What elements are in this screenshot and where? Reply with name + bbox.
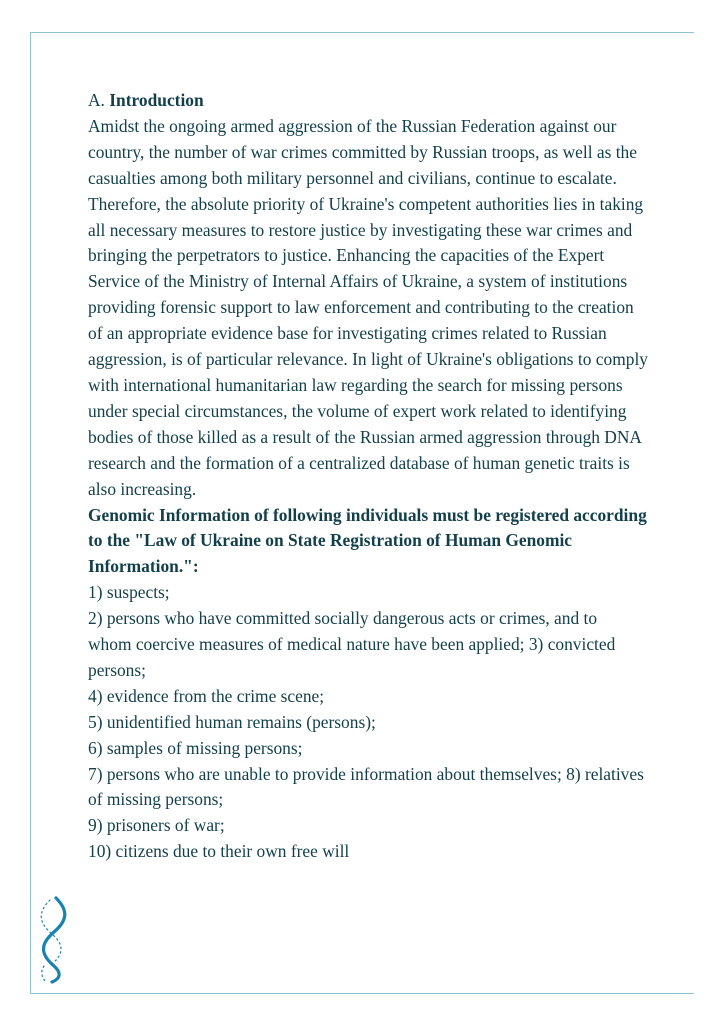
list-item: 5) unidentified human remains (persons); <box>88 711 376 732</box>
registration-requirement: Genomic Information of following individuals must be registered according to the "Law of Ukraine on State Registration of Human Genomic Information.": <box>88 504 647 577</box>
section-heading <box>88 88 648 114</box>
document-body <box>88 88 648 865</box>
section-letter: A. <box>88 90 105 110</box>
list-item: 2) persons who have committed socially dangerous acts or crimes, and to <box>88 608 598 629</box>
list-item: whom coercive measures of medical nature have been applied; 3) convicted persons; <box>88 634 616 680</box>
registrant-list <box>88 580 648 865</box>
list-item: 9) prisoners of war; <box>88 815 225 836</box>
intro-paragraph: Amidst the ongoing armed aggression of the Russian Federation against our country, the number of war crimes committed by Russian troops, as well as the casualties among both military personnel and civilians, continue to escalate. Therefore, the absolute priority of Ukraine's competent authorities lies in taking all necessary measures to restore justice by investigating these war crimes and bringing the perpetrators to justice. Enhancing the capacities of the Expert Service of the Ministry of Internal Affairs of Ukraine, a system of institutions providing forensic support to law enforcement and contributing to the creation of an appropriate evidence base for investigating crimes related to Russian aggression, is of particular relevance. In light of Ukraine's obligations to comply with international humanitarian law regarding the search for missing persons under special circumstances, the volume of expert work related to identifying bodies of those killed as a result of the Russian armed aggression through DNA research and the formation of a centralized database of human genetic traits is also increasing. <box>88 115 648 499</box>
dna-helix-icon <box>34 896 74 984</box>
list-item: 4) evidence from the crime scene; <box>88 685 325 706</box>
section-title: Introduction <box>109 90 204 110</box>
list-item: 1) suspects; <box>88 582 170 603</box>
list-item: 6) samples of missing persons; <box>88 737 303 758</box>
list-item: 10) citizens due to their own free will <box>88 841 350 862</box>
list-item: 7) persons who are unable to provide information about themselves; 8) relatives of missing persons; <box>88 763 644 810</box>
